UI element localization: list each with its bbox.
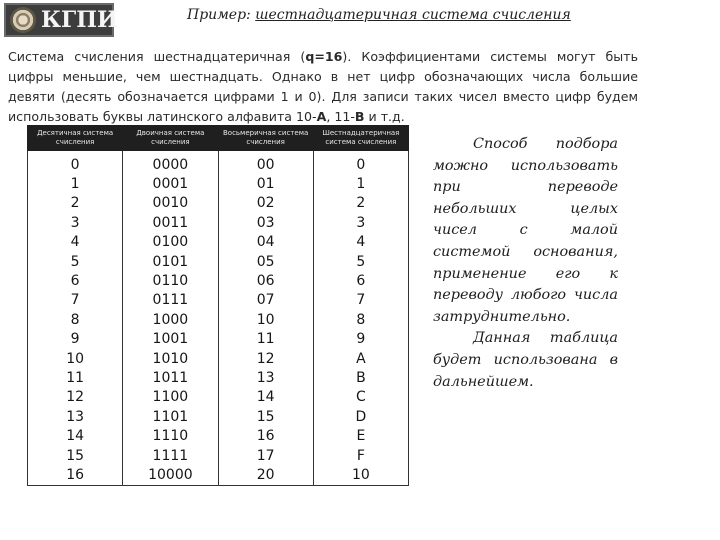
cell-octal: 14 — [218, 388, 313, 407]
cell-binary: 0111 — [123, 291, 218, 310]
cell-hex: 8 — [313, 310, 408, 329]
cell-hex: E — [313, 426, 408, 445]
cell-octal: 00 — [218, 155, 313, 174]
table-row — [28, 271, 409, 290]
cell-decimal: 0 — [28, 155, 123, 174]
side-line: чисел с малой — [433, 222, 618, 239]
title-prefix: Пример: — [187, 7, 256, 23]
cell-decimal: 16 — [28, 465, 123, 485]
number-systems-table — [27, 125, 409, 486]
cell-binary: 1011 — [123, 368, 218, 387]
cell-decimal: 1 — [28, 174, 123, 193]
cell-binary: 0101 — [123, 252, 218, 271]
cell-octal: 07 — [218, 291, 313, 310]
cell-binary: 0011 — [123, 213, 218, 232]
side-line: Способ подбора — [473, 136, 618, 152]
letter-a: A — [316, 109, 327, 124]
cell-binary: 1101 — [123, 407, 218, 426]
side-line: небольших целых — [433, 200, 618, 217]
header-binary: Двоичная система счисления — [123, 126, 218, 151]
cell-decimal: 7 — [28, 291, 123, 310]
intro-text: и т.д. — [364, 109, 405, 124]
cell-binary: 1001 — [123, 330, 218, 349]
cell-hex: F — [313, 446, 408, 465]
cell-octal: 11 — [218, 330, 313, 349]
cell-decimal: 3 — [28, 213, 123, 232]
side-line: переводу любого числа — [433, 287, 618, 304]
cell-hex: 3 — [313, 213, 408, 232]
table-row — [28, 388, 409, 407]
cell-decimal: 9 — [28, 330, 123, 349]
side-paragraph-2 — [433, 328, 618, 393]
table-row — [28, 349, 409, 368]
cell-hex: 1 — [313, 174, 408, 193]
title-topic: шестнадцатеричная система счисления — [255, 7, 571, 23]
cell-hex: 5 — [313, 252, 408, 271]
cell-hex: 6 — [313, 271, 408, 290]
table-row — [28, 155, 409, 174]
q-value: q=16 — [305, 49, 343, 64]
table-row — [28, 446, 409, 465]
side-line: Данная таблица — [473, 330, 618, 347]
table-row — [28, 233, 409, 252]
cell-decimal: 8 — [28, 310, 123, 329]
cell-octal: 06 — [218, 271, 313, 290]
cell-octal: 03 — [218, 213, 313, 232]
side-line: затруднительно. — [433, 308, 571, 325]
side-line: дальнейшем. — [433, 373, 534, 390]
intro-line-4 — [8, 107, 638, 127]
cell-binary: 1010 — [123, 349, 218, 368]
cell-binary: 1111 — [123, 446, 218, 465]
cell-hex: 10 — [313, 465, 408, 485]
cell-decimal: 2 — [28, 194, 123, 213]
cell-binary: 0000 — [123, 155, 218, 174]
cell-decimal: 14 — [28, 426, 123, 445]
header-octal: Восьмеричная система счисления — [218, 126, 313, 151]
table-row — [28, 407, 409, 426]
table-header-row — [28, 126, 409, 151]
cell-decimal: 6 — [28, 271, 123, 290]
table-row — [28, 465, 409, 485]
cell-binary: 1110 — [123, 426, 218, 445]
table-row — [28, 252, 409, 271]
intro-text: использовать буквы латинского алфавита 10- — [8, 109, 317, 124]
cell-octal: 04 — [218, 233, 313, 252]
side-line: будет использована в — [433, 351, 618, 368]
intro-line-2: цифры меньшие, чем шестнадцать. Однако в нет цифр обозначающих числа большие — [8, 69, 638, 84]
cell-decimal: 15 — [28, 446, 123, 465]
cell-hex: D — [313, 407, 408, 426]
cell-octal: 20 — [218, 465, 313, 485]
cell-binary: 0010 — [123, 194, 218, 213]
table-row — [28, 330, 409, 349]
cell-binary: 0100 — [123, 233, 218, 252]
cell-hex: 0 — [313, 155, 408, 174]
cell-octal: 17 — [218, 446, 313, 465]
logo — [4, 3, 118, 37]
cell-hex: 4 — [313, 233, 408, 252]
emblem-icon — [10, 7, 36, 33]
cell-octal: 01 — [218, 174, 313, 193]
table-row — [28, 426, 409, 445]
cell-hex: A — [313, 349, 408, 368]
cell-octal: 10 — [218, 310, 313, 329]
side-line: применение его к — [433, 265, 618, 282]
cell-octal: 12 — [218, 349, 313, 368]
cell-decimal: 13 — [28, 407, 123, 426]
header-hex: Шестнадцатеричная система счисления — [313, 126, 408, 151]
intro-text: , 11- — [326, 109, 355, 124]
cell-hex: 2 — [313, 194, 408, 213]
cell-binary: 0110 — [123, 271, 218, 290]
page-title — [187, 7, 607, 23]
intro-line-3: девяти (десять обозначается цифрами 1 и 0). Для записи таких чисел вместо цифр будем — [8, 89, 638, 104]
side-line: при переводе — [433, 179, 618, 196]
cell-hex: B — [313, 368, 408, 387]
intro-text: ). Коэффициентами системы могут быть — [342, 49, 638, 64]
letter-b: B — [354, 109, 365, 124]
cell-octal: 02 — [218, 194, 313, 213]
cell-decimal: 10 — [28, 349, 123, 368]
cell-decimal: 4 — [28, 233, 123, 252]
intro-line-1 — [8, 47, 638, 67]
logo-text: КГПИ — [41, 7, 118, 33]
header-decimal: Десятичная система счисления — [28, 126, 123, 151]
cell-octal: 16 — [218, 426, 313, 445]
cell-binary: 1000 — [123, 310, 218, 329]
cell-decimal: 12 — [28, 388, 123, 407]
side-note — [433, 134, 618, 393]
cell-decimal: 11 — [28, 368, 123, 387]
intro-paragraph — [8, 47, 638, 127]
cell-binary: 10000 — [123, 465, 218, 485]
table-row — [28, 194, 409, 213]
cell-hex: 7 — [313, 291, 408, 310]
table-row — [28, 310, 409, 329]
intro-text: Система счисления шестнадцатеричная ( — [8, 49, 306, 64]
cell-octal: 13 — [218, 368, 313, 387]
cell-decimal: 5 — [28, 252, 123, 271]
table-row — [28, 291, 409, 310]
cell-binary: 1100 — [123, 388, 218, 407]
cell-binary: 0001 — [123, 174, 218, 193]
cell-octal: 15 — [218, 407, 313, 426]
cell-hex: C — [313, 388, 408, 407]
cell-hex: 9 — [313, 330, 408, 349]
table-row — [28, 174, 409, 193]
table-row — [28, 368, 409, 387]
side-line: можно использовать — [433, 157, 618, 174]
cell-octal: 05 — [218, 252, 313, 271]
side-paragraph-1 — [433, 134, 618, 328]
table-row — [28, 213, 409, 232]
side-line: системой основания, — [433, 243, 618, 260]
